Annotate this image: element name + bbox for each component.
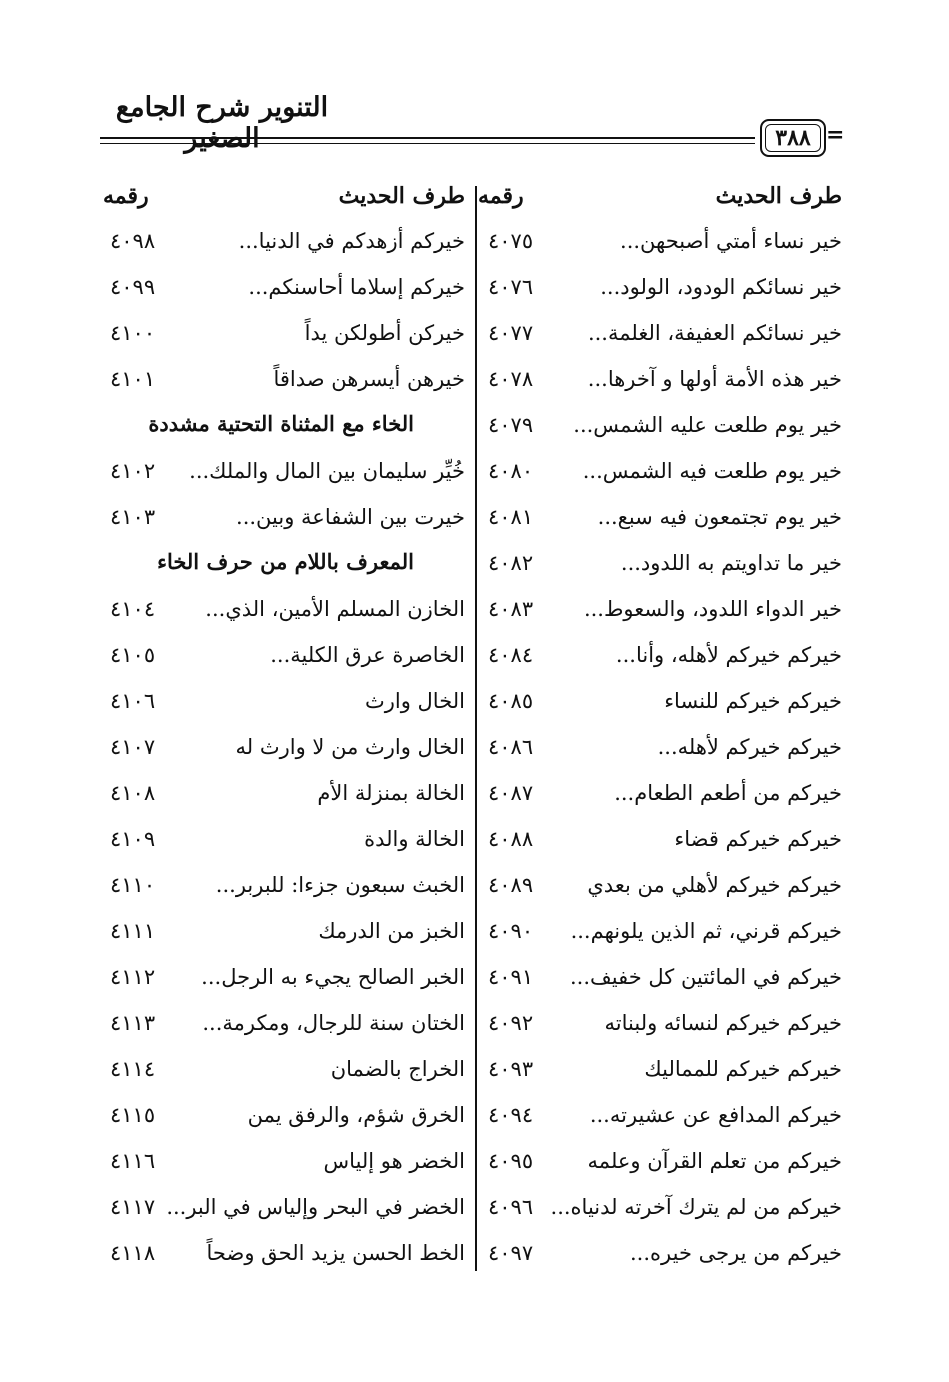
hadith-number: ٤٠٨٧ — [488, 781, 534, 805]
hadith-incipit: الختان سنة للرجال، ومكرمة... — [202, 1011, 465, 1035]
index-row — [0, 735, 949, 775]
hadith-number: ٤٠٩٣ — [488, 1057, 534, 1081]
book-title: التنوير شرح الجامع — [115, 92, 329, 123]
hadith-incipit: خيركم من يرجى خيره... — [630, 1241, 842, 1265]
hadith-number: ٤٠٩٧ — [488, 1241, 534, 1265]
right-text-header: طرف الحديث — [715, 183, 842, 209]
hadith-number: ٤١٠٤ — [110, 597, 156, 621]
index-row — [0, 275, 949, 315]
header-marker: = — [826, 122, 845, 148]
left-number-header: رقمه — [103, 183, 149, 209]
hadith-number: ٤٠٨٣ — [488, 597, 534, 621]
index-row — [0, 367, 949, 407]
hadith-number: ٤٠٩٤ — [488, 1103, 534, 1127]
hadith-incipit: الخراج بالضمان — [330, 1057, 465, 1081]
hadith-number: ٤٠٩٠ — [488, 919, 534, 943]
hadith-number: ٤٠٨٥ — [488, 689, 534, 713]
index-row — [0, 459, 949, 499]
hadith-number: ٤٠٧٥ — [488, 229, 534, 253]
hadith-number: ٤٠٩٦ — [488, 1195, 534, 1219]
hadith-number: ٤١٠٠ — [110, 321, 156, 345]
index-row — [0, 597, 949, 637]
hadith-number: ٤٠٧٨ — [488, 367, 534, 391]
hadith-incipit: خيركم خيركم لنسائه ولبناته — [604, 1011, 842, 1035]
hadith-incipit: خير يوم طلعت عليه الشمس... — [573, 413, 842, 437]
index-row — [0, 781, 949, 821]
hadith-number: ٤١٠٨ — [110, 781, 156, 805]
hadith-number: ٤٠٨٩ — [488, 873, 534, 897]
hadith-number: ٤١١١ — [110, 919, 156, 943]
hadith-incipit: الخال وارث — [364, 689, 465, 713]
hadith-incipit: الخالة بمنزلة الأم — [317, 781, 465, 805]
hadith-number: ٤٠٨٨ — [488, 827, 534, 851]
index-row — [0, 1057, 949, 1097]
page-number-box — [760, 119, 826, 157]
hadith-number: ٤١٠٥ — [110, 643, 156, 667]
hadith-number: ٤١١٠ — [110, 873, 156, 897]
hadith-number: ٤١١٢ — [110, 965, 156, 989]
hadith-incipit: خيركم في المائتين كل خفيف... — [569, 965, 842, 989]
hadith-number: ٤٠٨٤ — [488, 643, 534, 667]
hadith-incipit: الخبز من الدرمك — [318, 919, 465, 943]
index-row — [0, 1103, 949, 1143]
page-number: ٣٨٨ — [775, 125, 811, 151]
hadith-number: ٤٠٨٠ — [488, 459, 534, 483]
hadith-incipit: خيركن أطولكن يداً — [304, 321, 465, 345]
hadith-incipit: خيرت بين الشفاعة وبين... — [236, 505, 465, 529]
left-text-header: طرف الحديث — [338, 183, 465, 209]
hadith-number: ٤٠٨٢ — [488, 551, 534, 575]
hadith-incipit: خيركم خيركم لأهله... — [657, 735, 842, 759]
hadith-incipit: خيركم خيركم للمماليك — [644, 1057, 842, 1081]
hadith-incipit: خير يوم طلعت فيه الشمس... — [582, 459, 842, 483]
hadith-number: ٤١١٥ — [110, 1103, 156, 1127]
hadith-incipit: خُيِّر سليمان بين المال والملك... — [189, 459, 465, 483]
hadith-number: ٤٠٧٧ — [488, 321, 534, 345]
hadith-number: ٤١٠٩ — [110, 827, 156, 851]
hadith-incipit: خير ما تداويتم به اللدود... — [620, 551, 842, 575]
hadith-incipit: خير الدواء اللدود، والسعوط... — [583, 597, 842, 621]
index-row — [0, 1149, 949, 1189]
index-row — [0, 551, 949, 591]
hadith-incipit: خيركم خيركم قضاء — [674, 827, 842, 851]
index-row — [0, 413, 949, 453]
hadith-number: ٤٠٩٢ — [488, 1011, 534, 1035]
header-rule — [100, 137, 755, 139]
hadith-incipit: الخبث سبعون جزءا: للبربر... — [215, 873, 465, 897]
hadith-incipit: خير نسائكم العفيفة، الغلمة... — [587, 321, 842, 345]
hadith-incipit: خير يوم تجتمعون فيه سبع... — [597, 505, 842, 529]
hadith-incipit: خيركم إسلاما أحاسنكم... — [248, 275, 465, 299]
index-row — [0, 919, 949, 959]
hadith-incipit: خيرهن أيسرهن صداقاً — [273, 367, 465, 391]
index-row — [0, 873, 949, 913]
section-title: الخاء مع المثناة التحتية مشددة — [148, 411, 414, 436]
hadith-number: ٤١١٤ — [110, 1057, 156, 1081]
index-row — [0, 505, 949, 545]
hadith-incipit: خيركم المدافع عن عشيرته... — [589, 1103, 842, 1127]
index-row — [0, 965, 949, 1005]
hadith-incipit: خيركم قرني، ثم الذين يلونهم... — [570, 919, 842, 943]
hadith-number: ٤١١٦ — [110, 1149, 156, 1173]
hadith-incipit: خير نساء أمتي أصبحهن... — [620, 229, 842, 253]
hadith-incipit: الخاصرة عرق الكلية... — [270, 643, 465, 667]
hadith-incipit: الخضر هو إلياس — [323, 1149, 465, 1173]
hadith-number: ٤١٠٧ — [110, 735, 156, 759]
hadith-incipit: الخبر الصالح يجيء به الرجل... — [201, 965, 465, 989]
hadith-number: ٤٠٨٦ — [488, 735, 534, 759]
hadith-incipit: الخضر في البحر وإلياس في البر... — [166, 1195, 465, 1219]
hadith-number: ٤١١٧ — [110, 1195, 156, 1219]
hadith-number: ٤٠٩٨ — [110, 229, 156, 253]
hadith-number: ٤٠٨١ — [488, 505, 534, 529]
hadith-incipit: خيركم من تعلم القرآن وعلمه — [587, 1149, 842, 1173]
hadith-incipit: خيركم خيركم للنساء — [664, 689, 842, 713]
index-row — [0, 827, 949, 867]
index-row — [0, 689, 949, 729]
hadith-number: ٤١٠٢ — [110, 459, 156, 483]
hadith-incipit: خير هذه الأمة أولها و آخرها... — [587, 367, 842, 391]
hadith-number: ٤٠٩٩ — [110, 275, 156, 299]
index-row — [0, 321, 949, 361]
hadith-number: ٤١٠٣ — [110, 505, 156, 529]
hadith-number: ٤١٠٦ — [110, 689, 156, 713]
hadith-number: ٤١١٨ — [110, 1241, 156, 1265]
index-row — [0, 229, 949, 269]
hadith-incipit: الخازن المسلم الأمين، الذي... — [205, 597, 465, 621]
hadith-incipit: الخال وارث من لا وارث له — [235, 735, 465, 759]
hadith-incipit: خيركم من لم يترك آخرته لدنياه... — [550, 1195, 842, 1219]
hadith-incipit: خير نسائكم الودود، الولود... — [600, 275, 842, 299]
hadith-number: ٤٠٧٦ — [488, 275, 534, 299]
header-rule-thin — [100, 143, 755, 144]
right-number-header: رقمه — [478, 183, 524, 209]
hadith-number: ٤٠٩١ — [488, 965, 534, 989]
hadith-incipit: خيركم خيركم لأهله، وأنا... — [615, 643, 842, 667]
index-row — [0, 643, 949, 683]
index-row — [0, 1011, 949, 1051]
hadith-incipit: خيركم خيركم لأهلي من بعدي — [587, 873, 842, 897]
hadith-number: ٤٠٧٩ — [488, 413, 534, 437]
hadith-incipit: الخرق شؤم، والرفق يمن — [247, 1103, 465, 1127]
hadith-incipit: خيركم أزهدكم في الدنيا... — [238, 229, 465, 253]
hadith-number: ٤١١٣ — [110, 1011, 156, 1035]
index-row — [0, 1195, 949, 1235]
index-row — [0, 1241, 949, 1281]
section-title: المعرف باللام من حرف الخاء — [157, 549, 414, 574]
hadith-incipit: الخالة والدة — [364, 827, 465, 851]
hadith-number: ٤١٠١ — [110, 367, 156, 391]
hadith-number: ٤٠٩٥ — [488, 1149, 534, 1173]
hadith-incipit: خيركم من أطعم الطعام... — [614, 781, 842, 805]
hadith-incipit: الخط الحسن يزيد الحق وضحاً — [206, 1241, 465, 1265]
